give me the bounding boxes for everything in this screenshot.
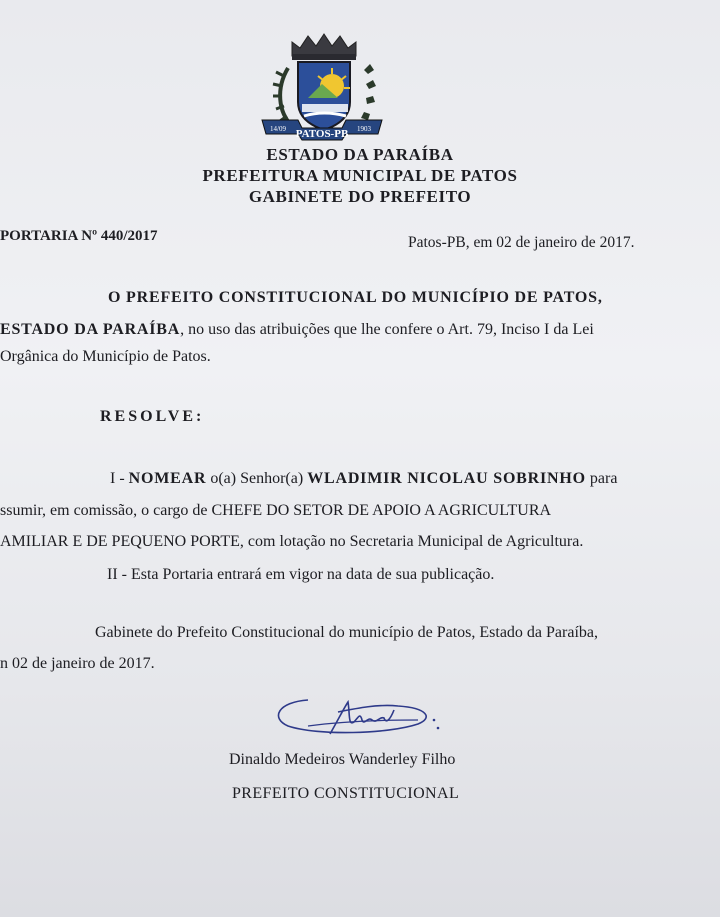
item-2: II - Esta Portaria entrará em vigor na data de sua publicação. <box>107 566 495 583</box>
header-state: ESTADO DA PARAÍBA <box>266 145 454 164</box>
header-gabinete: GABINETE DO PREFEITO <box>248 187 472 206</box>
document-date: Patos-PB, em 02 de janeiro de 2017. <box>408 234 635 251</box>
header-prefeitura: PREFEITURA MUNICIPAL DE PATOS <box>202 166 518 185</box>
municipal-crest-logo <box>252 28 392 146</box>
closing-line-2: n 02 de janeiro de 2017. <box>0 655 155 672</box>
item-1-tail: para <box>585 470 618 487</box>
crest-left-date: 14/09 <box>270 125 286 133</box>
item-1-appointee-name: WLADIMIR NICOLAU SOBRINHO <box>307 470 586 487</box>
intro-state-name: ESTADO DA PARAÍBA <box>0 321 181 338</box>
item-1-line-1 <box>110 470 617 488</box>
show-through-text <box>40 378 48 410</box>
intro-line-2-rest: , no uso das atribuições que lhe confere o Art. 79, Inciso I da Lei <box>180 321 594 338</box>
item-1-line-3: AMILIAR E DE PEQUENO PORTE, com lotação no Secretaria Municipal de Agricultura. <box>0 533 584 550</box>
signatory-name: Dinaldo Medeiros Wanderley Filho <box>229 751 456 768</box>
portaria-number: PORTARIA Nº 440/2017 <box>0 228 158 244</box>
item-1-prefix: I - <box>110 470 129 487</box>
item-1-mid: o(a) Senhor(a) <box>206 470 308 487</box>
crest-banner-text: PATOS-PB <box>295 128 349 140</box>
resolve-heading: RESOLVE: <box>100 408 205 425</box>
intro-line-3: Orgânica do Município de Patos. <box>0 348 211 365</box>
intro-line-2 <box>0 321 594 339</box>
closing-line-1: Gabinete do Prefeito Constitucional do município de Patos, Estado da Paraíba, <box>95 624 599 641</box>
signatory-title: PREFEITO CONSTITUCIONAL <box>232 785 460 802</box>
item-1-line-2: ssumir, em comissão, o cargo de CHEFE DO SETOR DE APOIO A AGRICULTURA <box>0 502 552 519</box>
item-1-verb: NOMEAR <box>128 470 207 487</box>
crest-right-date: 1903 <box>357 125 371 133</box>
handwritten-signature <box>268 690 448 750</box>
intro-line-1: O PREFEITO CONSTITUCIONAL DO MUNICÍPIO DE PATOS, <box>108 289 603 306</box>
